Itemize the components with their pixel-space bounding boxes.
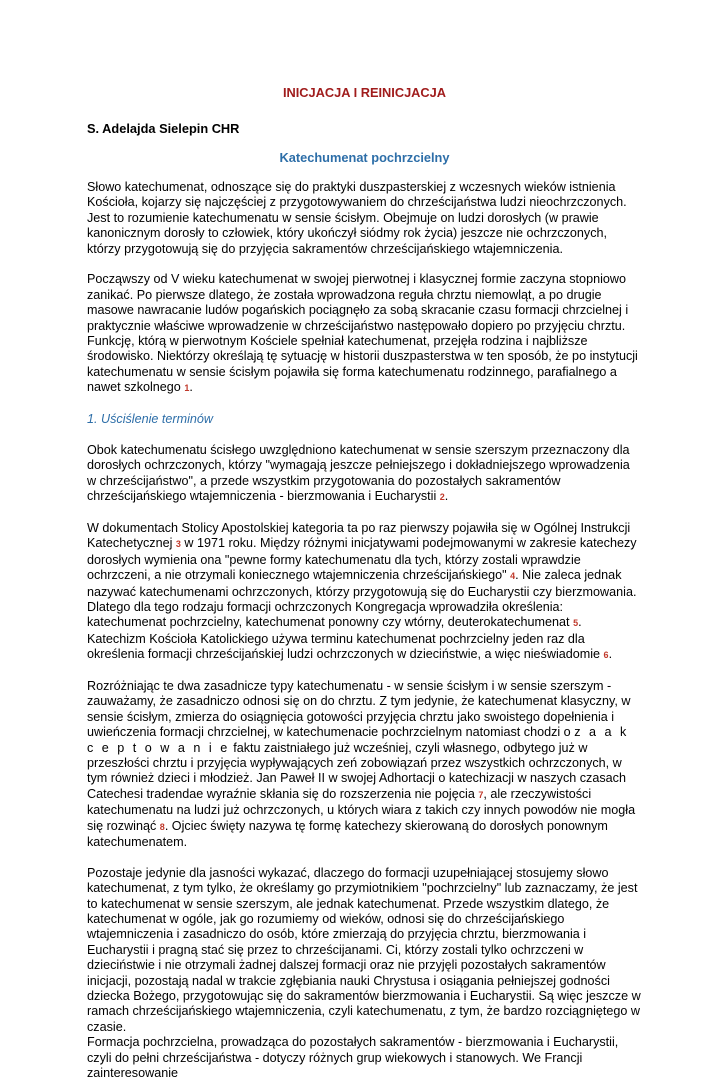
- document-page: [87, 0, 642, 1081]
- footnote-ref-5[interactable]: 5: [573, 618, 579, 629]
- paragraph-4: W dokumentach Stolicy Apostolskiej kategoria ta po raz pierwszy pojawiła się w Ogólnej Instrukcji Katechetycznej 3 w 1971 roku. Między różnymi inicjatywami podejmowanymi w zakresie katechezy dorosłych wymienia ona "pewne formy katechumenatu dla tych, którzy zostali wprawdzie ochrzczeni, a nie otrzymali koniecznego wtajemniczenia chrześcijańskiego" 4. Nie zaleca jednak nazywać katechumenami ochrzczonych, którzy przygotowują się do Eucharystii czy bierzmowania. Dlatego dla tego rodzaju formacji ochrzczonych Kongregacja wprowadziła określenia: katechumenat pochrzcielny, katechumenat ponowny czy wtórny, deuterokatechumenat 5. Katechizm Kościoła Katolickiego używa terminu katechumenat pochrzcielny jeden raz dla określenia formacji chrześcijańskiej ludzi ochrzczonych w dzieciństwie, a więc nieświadomie 6.: [87, 520, 637, 662]
- section-heading: 1. Uściślenie terminów: [87, 412, 213, 427]
- document-body: [87, 180, 642, 1081]
- paragraph-1: Słowo katechumenat, odnoszące się do praktyki duszpasterskiej z wczesnych wieków istnienia Kościoła, kojarzy się najczęściej z przygotowywaniem do chrześcijaństwa ludzi nieochrzczonych. Jest to rozumienie katechumenatu w sensie ścisłym. Obejmuje on ludzi dorosłych (w prawie kanonicznym dorosły to człowiek, który ukończył siódmy rok życia) jeszcze nie ochrzczonych, którzy przygotowują się do przyjęcia sakramentów chrześcijańskiego wtajemniczenia.: [87, 180, 627, 256]
- footnote-ref-4[interactable]: 4: [510, 571, 516, 582]
- footnote-ref-2[interactable]: 2: [439, 492, 445, 503]
- footnote-ref-6[interactable]: 6: [603, 650, 609, 661]
- paragraph-2: Począwszy od V wieku katechumenat w swojej pierwotnej i klasycznej formie zaczyna stopniowo zanikać. Po pierwsze dlatego, że została wprowadzona reguła chrztu niemowląt, a po drugie masowe nawracanie ludów pogańskich pociągnęło za sobą skracanie czasu formacji chrzcielnej i praktycznie właściwe wprowadzenie w chrześcijaństwo następowało dopiero po przyjęciu chrztu. Funkcję, którą w pierwotnym Kościele spełniał katechumenat, przejęła rodzina i najbliższe środowisko. Niektórzy określają tę sytuację w historii duszpasterstwa w ten sposób, że po instytucji katechumenatu w sensie ścisłym pojawiła się forma katechumenatu rodzinnego, parafialnego a nawet szkolnego 1.: [87, 272, 638, 395]
- paragraph-7: Formacja pochrzcielna, prowadząca do pozostałych sakramentów - bierzmowania i Eucharystii, czyli do pełni chrześcijaństwa - dotyczy różnych grup wiekowych i stanowych. We Francji zainteresowanie: [87, 1035, 619, 1081]
- spaced-emphasis: z a a k c e p t o w a n i e: [87, 725, 629, 755]
- paragraph-3: Obok katechumenatu ścisłego uwzględniono katechumenat w sensie szerszym przeznaczony dla dorosłych ochrzczonych, którzy "wymagają jeszcze pełniejszego i dokładniejszego wprowadzenia w chrześcijaństwo", a przede wszystkim przygotowania do pozostałych sakramentów chrześcijańskiego wtajemniczenia - bierzmowania i Eucharystii 2.: [87, 442, 630, 504]
- paragraph-5: Rozróżniając te dwa zasadnicze typy katechumenatu - w sensie ścisłym i w sensie szerszym - zauważamy, że zasadniczo odnosi się on do chrztu. Z tym jedynie, że katechumenat klasyczny, w sensie ścisłym, zmierza do osiągnięcia gotowości przyjęcia chrztu jako swoistego dopełnienia i uwieńczenia formacji chrzcielnej, w katechumenacie pochrzcielnym natomiast chodzi o z a a k c e p t o w a n i e faktu zaistniałego już wcześniej, czyli własnego, odbytego już w przeszłości chrztu i przyjęcia wypływających zeń zobowiązań przez wszystkich ochrzczonych, w tym również dzieci i młodzież. Jan Paweł II w swojej Adhortacji o katechizacji w naszych czasach Catechesi tradendae wyraźnie skłania się do rozszerzenia nie pojęcia 7, ale rzeczywistości katechumenatu na ludzi już ochrzczonych, u których wiara z takich czy innych powodów nie mogła się rozwinąć 8. Ojciec święty nazywa tę formę katechezy skierowaną do dorosłych ponownym katechumenatem.: [87, 678, 636, 849]
- footnote-ref-8[interactable]: 8: [159, 821, 165, 832]
- document-title: INICJACJA I REINICJACJA: [282, 85, 447, 100]
- document-subtitle: Katechumenat pochrzcielny: [279, 150, 450, 165]
- footnote-ref-3[interactable]: 3: [175, 539, 181, 550]
- footnote-ref-7[interactable]: 7: [478, 789, 484, 800]
- paragraph-6: Pozostaje jedynie dla jasności wykazać, dlaczego do formacji uzupełniającej stosujemy słowo katechumenat, z tym tylko, że określamy go przymiotnikiem "pochrzcielny" lub zaznaczamy, że jest to katechumenat w sensie szerszym, ale jednak katechumenat. Przede wszystkim dlatego, że katechumenat w ogóle, jak go rozumiemy od wieków, odnosi się do chrześcijańskiego wtajemniczenia i zasadniczo do osób, które zmierzają do przyjęcia chrztu, bierzmowania i Eucharystii i pragną stać się przez to chrześcijanami. Ci, którzy zostali tylko ochrzczeni w dzieciństwie i nie otrzymali żadnej dalszej formacji oraz nie przyjęli pozostałych sakramentów inicjacji, pozostają nadal w trakcie zgłębiania nauki Chrystusa i osiągania pełniejszej godności dziecka Bożego, przygotowując się do sakramentów bierzmowania i Eucharystii. Są więc jeszcze w ramach chrześcijańskiego wtajemniczenia, czyli katechumenatu, z tym, że bardzo rozciągniętego w czasie.: [87, 865, 641, 1034]
- document-author: S. Adelajda Sielepin CHR: [87, 121, 240, 136]
- footnote-ref-1[interactable]: 1: [184, 383, 190, 394]
